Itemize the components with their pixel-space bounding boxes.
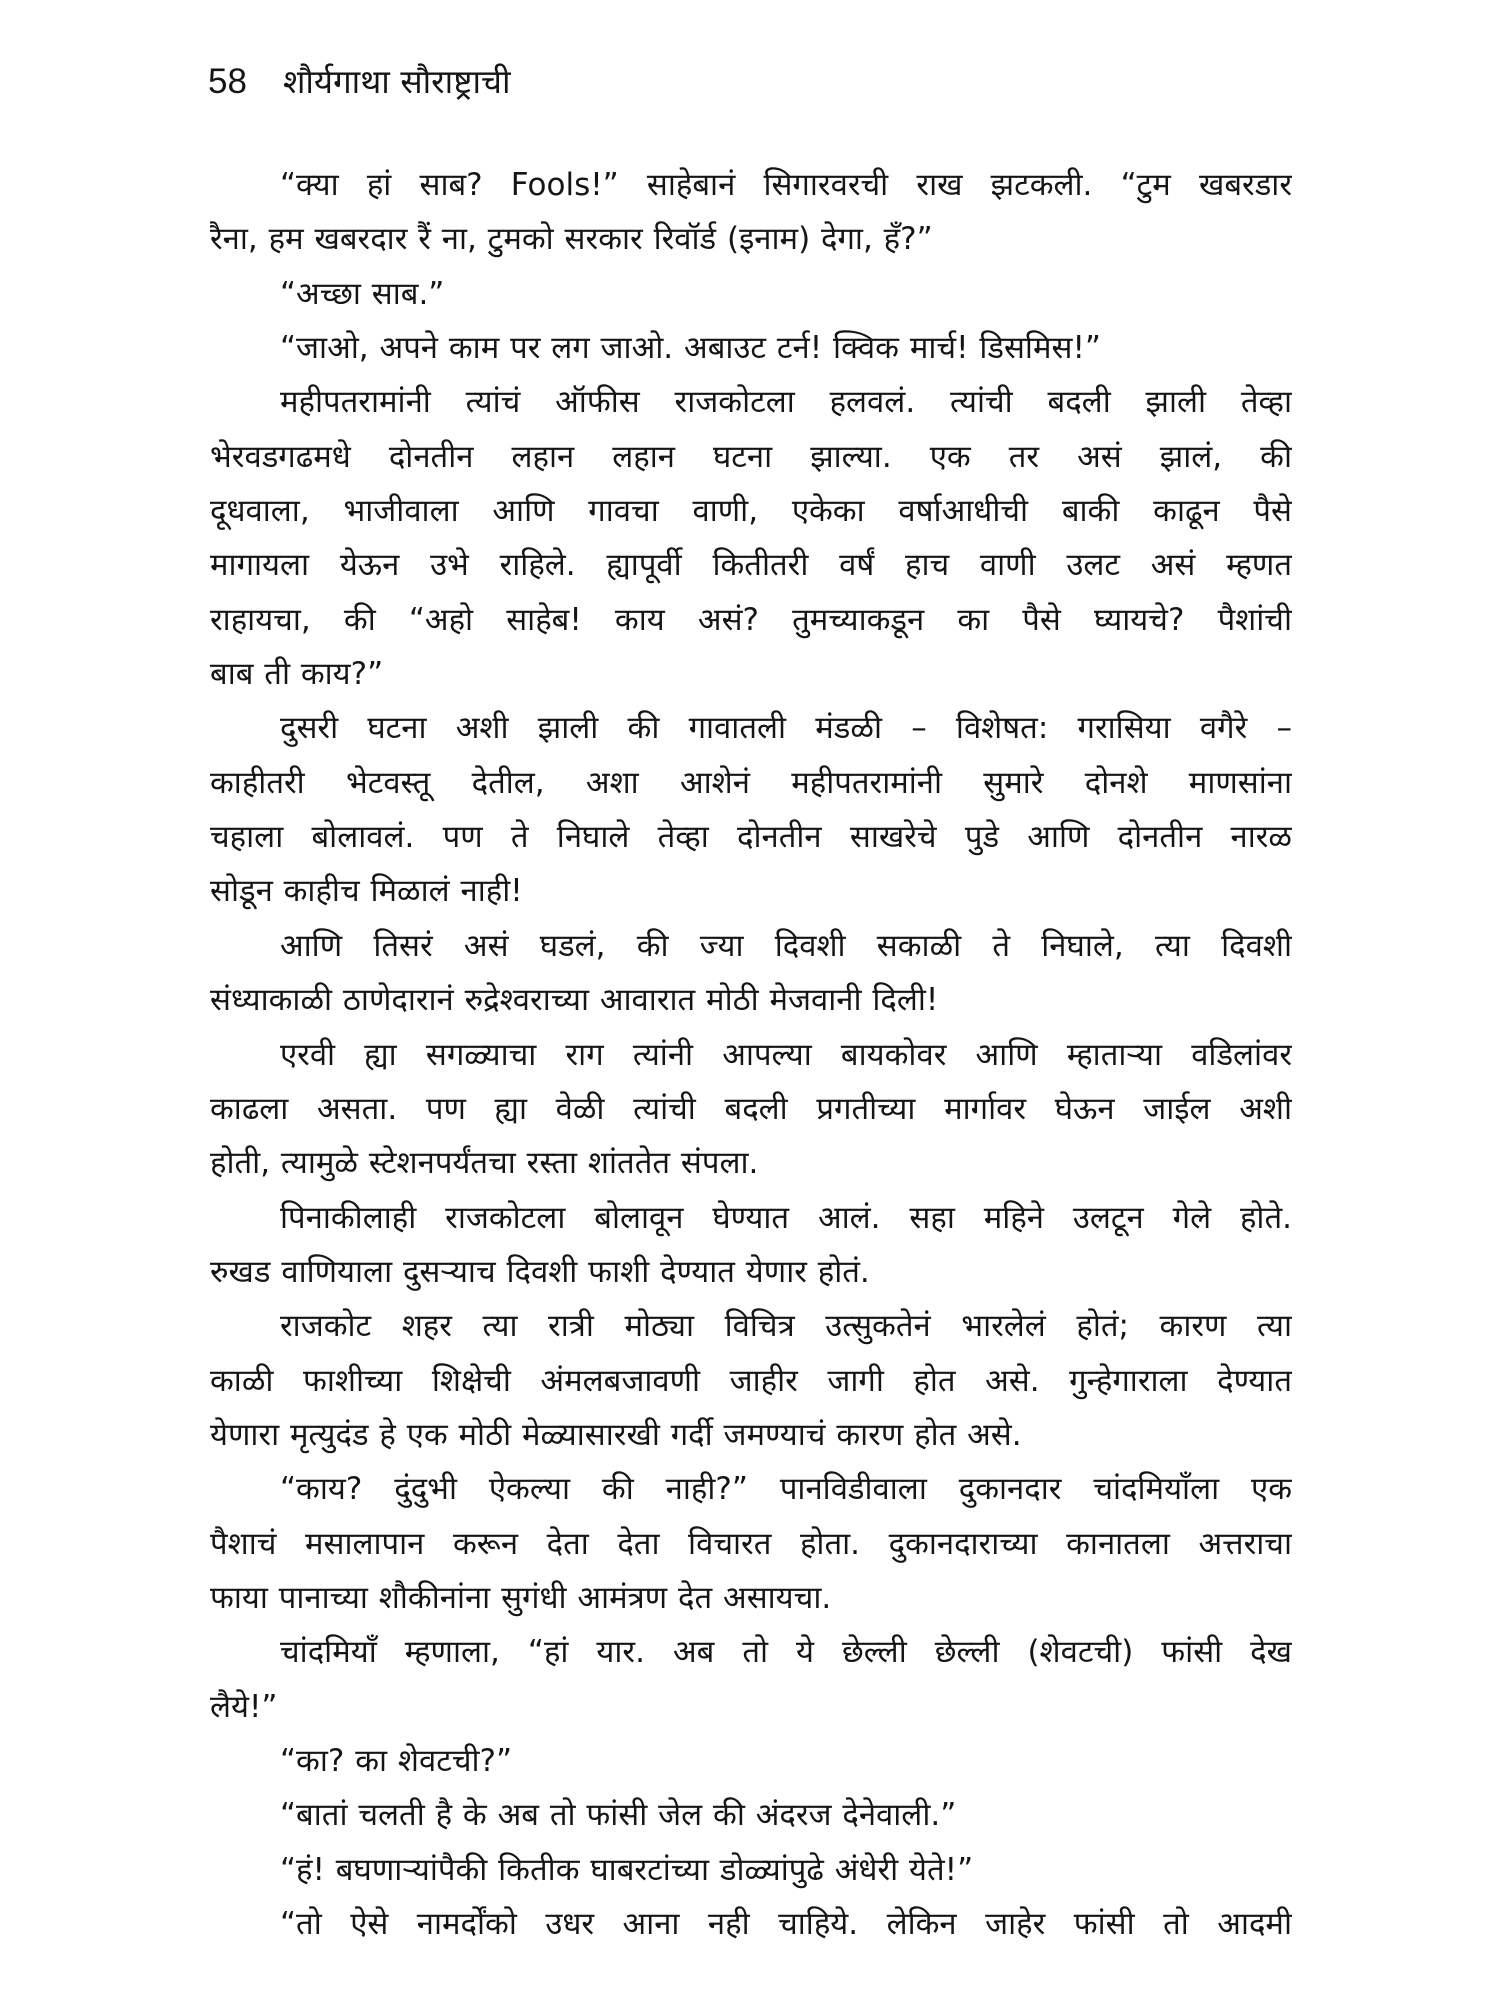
text-line: दूधवाला, भाजीवाला आणि गावचा वाणी, एकेका वर्षाआधीची बाकी काढून पैसे xyxy=(210,493,1292,530)
paragraph xyxy=(210,1734,1292,1788)
paragraph xyxy=(210,267,1292,321)
text-line: “अच्छा साब.” xyxy=(280,275,445,312)
paragraph xyxy=(210,321,1292,375)
text-line: रैना, हम खबरदार रैं ना, टुमको सरकार रिवॉर्ड (इनाम) देगा, हँ?” xyxy=(210,221,933,258)
paragraph xyxy=(210,1462,1292,1625)
paragraph xyxy=(210,1191,1292,1300)
text-line: लैये!” xyxy=(210,1688,278,1725)
paragraph xyxy=(210,1625,1292,1734)
paragraph xyxy=(210,158,1292,267)
text-line: फाया पानाच्या शौकीनांना सुगंधी आमंत्रण देत असायचा. xyxy=(210,1579,832,1616)
paragraph xyxy=(210,1788,1292,1842)
text-line: काळी फाशीच्या शिक्षेची अंमलबजावणी जाहीर जागी होत असे. गुन्हेगाराला देण्यात xyxy=(210,1362,1292,1399)
text-line: काढला असता. पण ह्या वेळी त्यांची बदली प्रगतीच्या मार्गावर घेऊन जाईल अशी xyxy=(210,1090,1292,1127)
page-number: 58 xyxy=(208,62,247,101)
text-line: महीपतरामांनी त्यांचं ऑफीस राजकोटला हलवलं. त्यांची बदली झाली तेव्हा xyxy=(280,384,1292,421)
text-line: सोडून काहीच मिळालं नाही! xyxy=(210,873,523,910)
running-head xyxy=(208,52,511,112)
paragraph xyxy=(210,1299,1292,1462)
paragraph xyxy=(210,701,1292,918)
text-line: “क्या हां साब? Fools!” साहेबानं सिगारवरची राख झटकली. “टुम खबरडार xyxy=(280,167,1292,203)
text-line: संध्याकाळी ठाणेदारानं रुद्रेश्वराच्या आवारात मोठी मेजवानी दिली! xyxy=(210,982,939,1019)
text-line: येणारा मृत्युदंड हे एक मोठी मेळ्यासारखी गर्दी जमण्याचं कारण होत असे. xyxy=(210,1416,1022,1453)
text-line: “हं! बघणाऱ्यांपैकी कितीक घाबरटांच्या डोळ्यांपुढे अंधेरी येते!” xyxy=(280,1851,974,1888)
paragraph xyxy=(210,1843,1292,1897)
text-line: राहायचा, की “अहो साहेब! काय असं? तुमच्याकडून का पैसे घ्यायचे? पैशांची xyxy=(210,601,1292,638)
text-line: “तो ऐसे नामर्दोंको उधर आना नही चाहिये. लेकिन जाहेर फांसी तो आदमी xyxy=(280,1906,1292,1942)
text-line: आणि तिसरं असं घडलं, की ज्या दिवशी सकाळी ते निघाले, त्या दिवशी xyxy=(280,927,1292,964)
text-line: काहीतरी भेटवस्तू देतील, अशा आशेनं महीपतरामांनी सुमारे दोनशे माणसांना xyxy=(210,764,1292,801)
text-line: भेरवडगढमधे दोनतीन लहान लहान घटना झाल्या. एक तर असं झालं, की xyxy=(210,438,1292,475)
book-title: शौर्यगाथा सौराष्ट्राची xyxy=(282,62,511,101)
text-line: “बातां चलती है के अब तो फांसी जेल की अंदरज देनेवाली.” xyxy=(280,1797,957,1834)
paragraph xyxy=(210,1897,1292,1951)
text-line: एरवी ह्या सगळ्याचा राग त्यांनी आपल्या बायकोवर आणि म्हाताऱ्या वडिलांवर xyxy=(280,1036,1292,1073)
paragraph xyxy=(210,375,1292,701)
text-line: दुसरी घटना अशी झाली की गावातली मंडळी – विशेषत: गरासिया वगैरे – xyxy=(280,710,1292,747)
text-line: “का? का शेवटची?” xyxy=(280,1742,513,1779)
text-line: पैशाचं मसालापान करून देता देता विचारत होता. दुकानदाराच्या कानातला अत्तराचा xyxy=(210,1525,1292,1562)
text-line: बाब ती काय?” xyxy=(210,656,384,693)
paragraph xyxy=(210,919,1292,1028)
body-text xyxy=(210,158,1292,2000)
text-line: “काय? दुंदुभी ऐकल्या की नाही?” पानविडीवाला दुकानदार चांदमियाँला एक xyxy=(280,1471,1292,1508)
text-line: होती, त्यामुळे स्टेशनपर्यंतचा रस्ता शांततेत संपला. xyxy=(210,1145,759,1182)
text-line: मागायला येऊन उभे राहिले. ह्यापूर्वी कितीतरी वर्षं हाच वाणी उलट असं म्हणत xyxy=(210,547,1292,584)
text-line: चहाला बोलावलं. पण ते निघाले तेव्हा दोनतीन साखरेचे पुडे आणि दोनतीन नारळ xyxy=(210,819,1292,856)
text-line: रुखड वाणियाला दुसऱ्याच दिवशी फाशी देण्यात येणार होतं. xyxy=(210,1253,870,1290)
text-line: “जाओ, अपने काम पर लग जाओ. अबाउट टर्न! क्विक मार्च! डिसमिस!” xyxy=(280,330,1101,367)
text-line: चांदमियाँ म्हणाला, “हां यार. अब तो ये छेल्ली छेल्ली (शेवटची) फांसी देख xyxy=(280,1634,1292,1671)
text-line: पिनाकीलाही राजकोटला बोलावून घेण्यात आलं. सहा महिने उलटून गेले होते. xyxy=(280,1199,1292,1236)
paragraph xyxy=(210,1028,1292,1191)
text-line: राजकोट शहर त्या रात्री मोठ्या विचित्र उत्सुकतेनं भारलेलं होतं; कारण त्या xyxy=(280,1308,1292,1345)
